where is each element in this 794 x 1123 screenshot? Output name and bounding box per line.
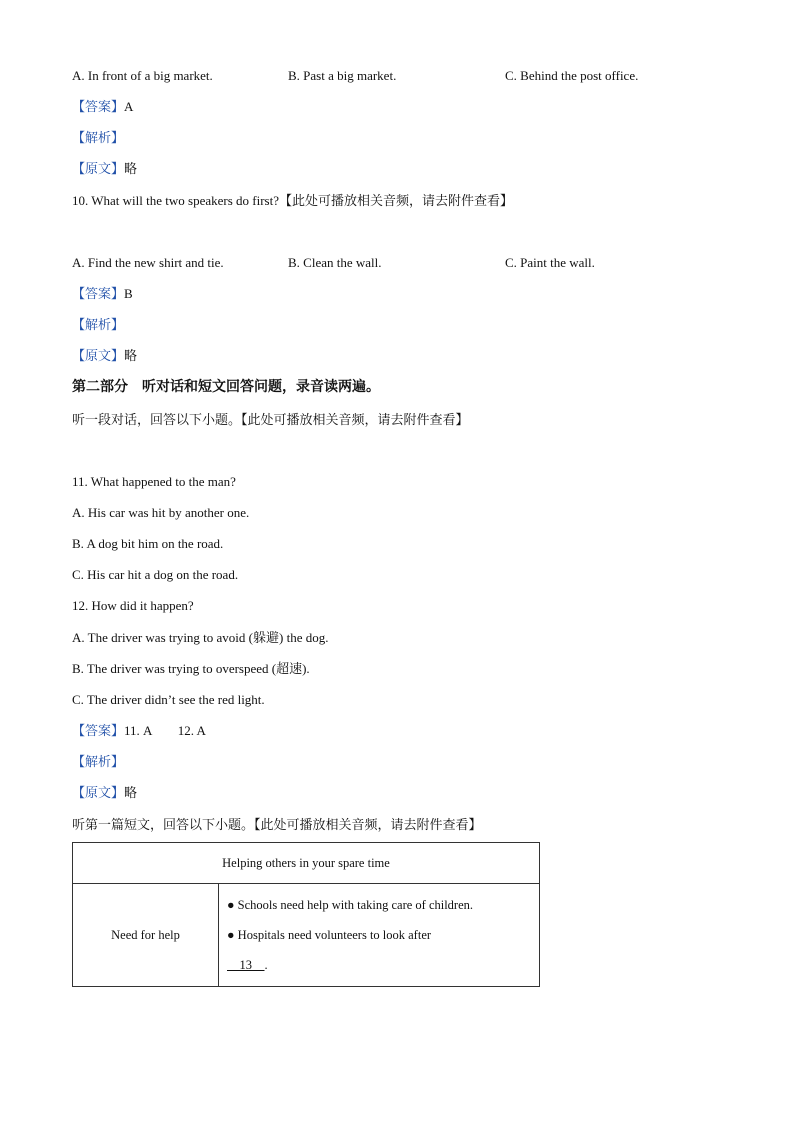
answer-label: 【答案】 <box>72 99 125 114</box>
table-row-label: Need for help <box>73 884 219 987</box>
table-title: Helping others in your spare time <box>73 843 540 884</box>
analysis-label: 【解析】 <box>72 130 125 145</box>
question-text: 10. What will the two speakers do first? <box>72 193 279 208</box>
original-value: 略 <box>124 785 138 800</box>
q11-option-c: C. His car hit a dog on the road. <box>72 567 239 582</box>
analysis-label: 【解析】 <box>72 317 125 332</box>
q10-option-b: B. Clean the wall. <box>288 255 382 270</box>
q9-option-a: A. In front of a big market. <box>72 68 213 83</box>
q12-option-b: B. The driver was trying to overspeed (超速). <box>72 661 310 676</box>
q12-option-a: A. The driver was trying to avoid (躲避) the dog. <box>72 630 329 645</box>
answer-label: 【答案】 <box>72 286 125 301</box>
q10-question <box>72 192 513 210</box>
q10-option-a: A. Find the new shirt and tie. <box>72 255 224 270</box>
blank-13 <box>227 956 539 974</box>
q11-option-b: B. A dog bit him on the road. <box>72 536 224 551</box>
part2-heading: 第二部分 听对话和短文回答问题，录音读两遍。 <box>72 380 380 395</box>
passage1-intro <box>72 816 482 834</box>
intro-text: 听一段对话，回答以下小题。 <box>72 412 242 427</box>
analysis-label: 【解析】 <box>72 754 125 769</box>
answer-value: A <box>124 99 134 114</box>
q9-option-c: C. Behind the post office. <box>505 68 639 83</box>
q12-question: 12. How did it happen? <box>72 598 194 613</box>
blank-number: 13 <box>239 958 252 972</box>
audio-note[interactable]: 【此处可播放相关音频，请去附件查看】 <box>241 412 469 427</box>
answer-label: 【答案】 <box>72 723 125 738</box>
q10-original <box>72 347 137 365</box>
original-label: 【原文】 <box>72 785 125 800</box>
part2-dialog-intro <box>72 411 469 429</box>
original-label: 【原文】 <box>72 161 125 176</box>
q11-12-answer <box>72 722 206 740</box>
table-row-content <box>219 884 540 987</box>
audio-note[interactable]: 【此处可播放相关音频，请去附件查看】 <box>254 817 482 832</box>
q12-option-c: C. The driver didn’t see the red light. <box>72 692 265 707</box>
blank-underline[interactable] <box>227 958 265 972</box>
bullet-hospitals: ● Hospitals need volunteers to look after <box>227 928 432 942</box>
q10-analysis <box>72 316 124 334</box>
q9-analysis <box>72 129 124 147</box>
passage1-table <box>72 842 540 987</box>
original-value: 略 <box>124 348 138 363</box>
original-value: 略 <box>124 161 138 176</box>
intro-text: 听第一篇短文，回答以下小题。 <box>72 817 255 832</box>
audio-note[interactable]: 【此处可播放相关音频，请去附件查看】 <box>279 193 514 208</box>
q11-question: 11. What happened to the man? <box>72 474 236 489</box>
q11-12-original <box>72 784 137 802</box>
q9-original <box>72 160 137 178</box>
q10-answer <box>72 285 133 303</box>
q9-option-b: B. Past a big market. <box>288 68 397 83</box>
answer-value: B <box>124 286 133 301</box>
bullet-schools: ● Schools need help with taking care of children. <box>227 898 474 912</box>
answer-value: 11. A 12. A <box>124 723 206 738</box>
q11-option-a: A. His car was hit by another one. <box>72 505 250 520</box>
original-label: 【原文】 <box>72 348 125 363</box>
q9-answer <box>72 98 133 116</box>
blank-suffix: . <box>264 958 268 972</box>
q10-option-c: C. Paint the wall. <box>505 255 595 270</box>
q11-12-analysis <box>72 753 124 771</box>
